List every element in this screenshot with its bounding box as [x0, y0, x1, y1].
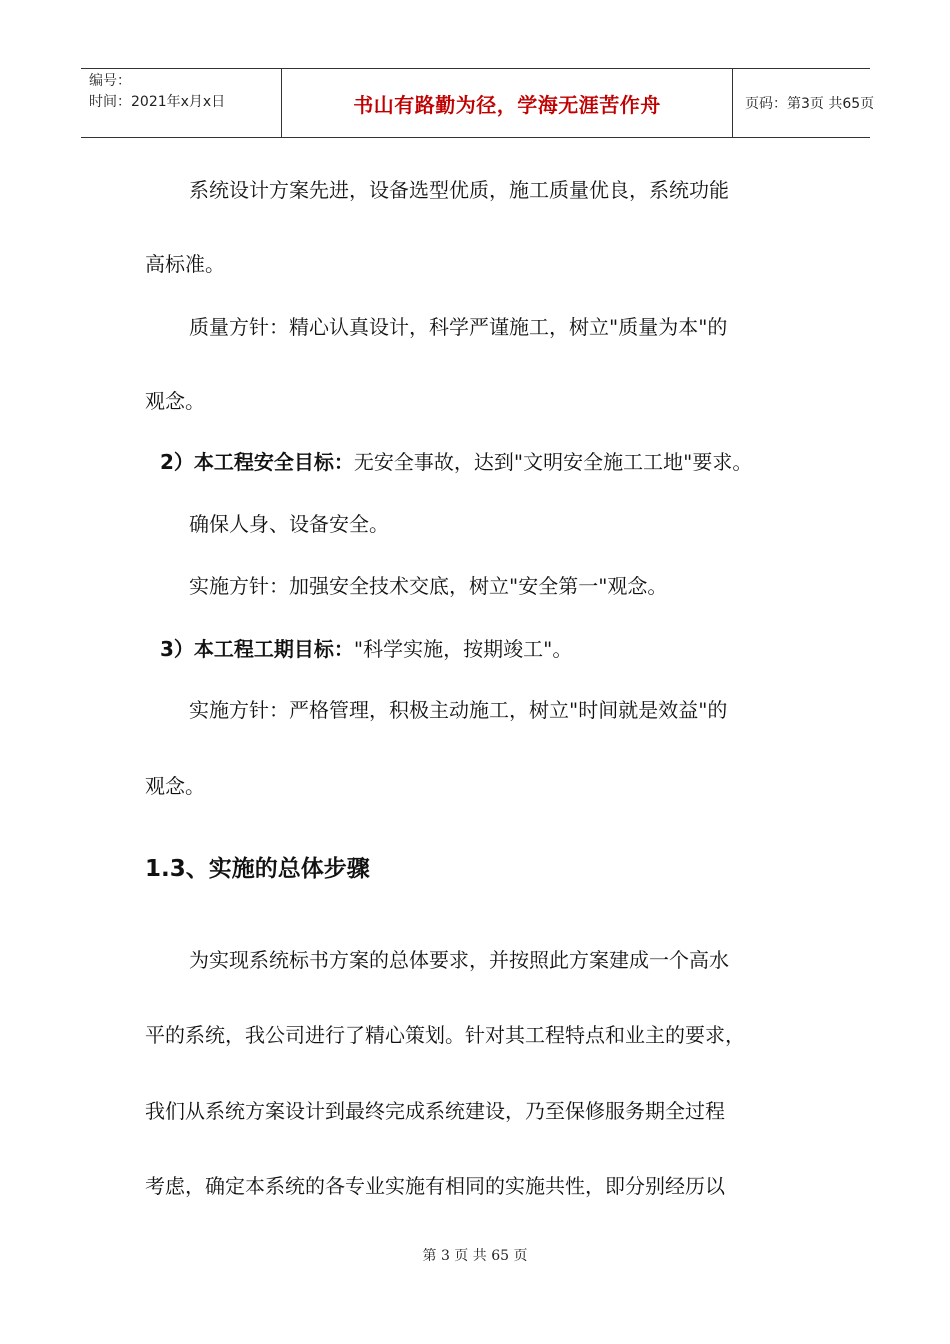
- safety-goal-line: [160, 446, 752, 475]
- safety-goal-label: 2）本工程安全目标：: [160, 450, 354, 474]
- section-heading: 1.3、实施的总体步骤: [145, 856, 370, 882]
- body-line-2: 高标准。: [145, 252, 225, 276]
- page-footer: 第 3 页 共 65 页: [422, 1248, 528, 1264]
- schedule-goal-line: [160, 633, 572, 662]
- header-motto-cell: [281, 69, 733, 137]
- document-number-label: 编号：: [89, 73, 131, 89]
- safety-goal-line-2: 确保人身、设备安全。: [189, 512, 389, 536]
- document-date: 时间：2021年x月x日: [89, 94, 226, 110]
- header-meta: [81, 69, 281, 137]
- schedule-policy-line: 实施方针：严格管理，积极主动施工，树立"时间就是效益"的: [189, 698, 728, 722]
- schedule-policy-cont: 观念。: [145, 774, 205, 798]
- body-line-4: 观念。: [145, 389, 205, 413]
- page-header: [81, 68, 875, 138]
- header-page-info: 页码：第3页 共65页: [745, 96, 875, 112]
- body-line-3: 质量方针：精心认真设计，科学严谨施工，树立"质量为本"的: [189, 315, 728, 339]
- body-line-1: 系统设计方案先进，设备选型优质，施工质量优良，系统功能: [189, 178, 729, 202]
- section-line-1: 为实现系统标书方案的总体要求，并按照此方案建成一个高水: [189, 948, 729, 972]
- header-motto: 书山有路勤为径，学海无涯苦作舟: [353, 92, 661, 117]
- safety-goal-text: 无安全事故，达到"文明安全施工工地"要求。: [353, 450, 753, 474]
- schedule-goal-label: 3）本工程工期目标：: [160, 637, 354, 661]
- schedule-goal-text: "科学实施，按期竣工"。: [353, 637, 573, 661]
- section-line-3: 我们从系统方案设计到最终完成系统建设，乃至保修服务期全过程: [145, 1099, 725, 1123]
- section-line-4: 考虑，确定本系统的各专业实施有相同的实施共性，即分别经历以: [145, 1174, 725, 1198]
- safety-policy-line: 实施方针：加强安全技术交底，树立"安全第一"观念。: [189, 574, 668, 598]
- section-line-2: 平的系统，我公司进行了精心策划。针对其工程特点和业主的要求，: [145, 1023, 745, 1047]
